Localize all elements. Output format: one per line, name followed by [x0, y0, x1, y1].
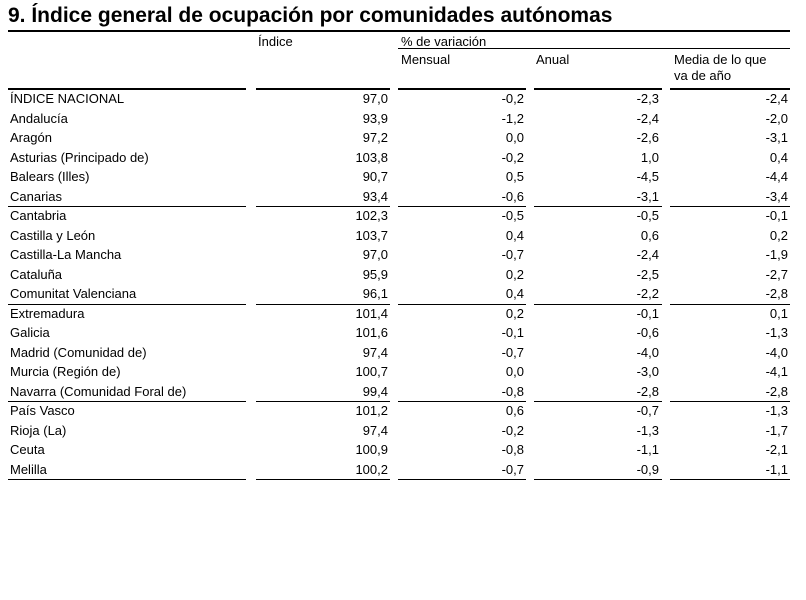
anual-value: -0,5 [636, 208, 659, 223]
group-divider [398, 206, 526, 207]
media-value: -4,4 [765, 169, 788, 184]
anual-value: -4,0 [636, 344, 659, 360]
header-indice: Índice [258, 34, 293, 49]
region-name: País Vasco [10, 403, 75, 418]
region-name: Extremadura [10, 305, 85, 321]
indice-value: 99,4 [362, 383, 388, 399]
table-row [0, 440, 806, 460]
group-divider [398, 479, 526, 480]
group-divider [256, 479, 390, 480]
table-row [0, 148, 806, 168]
mensual-value: -0,6 [501, 188, 524, 204]
region-name: Ceuta [10, 442, 45, 457]
region-name: ÍNDICE NACIONAL [10, 91, 125, 106]
group-divider [670, 479, 790, 480]
indice-value: 100,7 [355, 364, 388, 379]
anual-value: -3,0 [636, 364, 659, 379]
group-divider [8, 401, 246, 402]
anual-value: -2,2 [636, 286, 659, 301]
table-row [0, 226, 806, 246]
media-value: -2,8 [765, 383, 788, 399]
region-name: Castilla y León [10, 227, 96, 243]
anual-value: -4,5 [636, 169, 659, 184]
anual-value: -2,8 [636, 383, 659, 399]
page-title: 9. Índice general de ocupación por comunidades autónomas [8, 4, 613, 27]
mensual-value: -0,5 [501, 208, 524, 223]
mensual-value: -0,8 [501, 442, 524, 457]
table-row [0, 284, 806, 304]
mensual-value: -0,7 [501, 461, 524, 477]
group-divider [534, 304, 662, 305]
region-name: Madrid (Comunidad de) [10, 344, 147, 360]
indice-value: 93,4 [362, 188, 388, 204]
region-name: Canarias [10, 188, 63, 204]
indice-value: 97,0 [362, 91, 388, 106]
table-row [0, 304, 806, 324]
media-value: 0,2 [769, 227, 788, 243]
group-divider [256, 304, 390, 305]
title-rule [8, 30, 790, 32]
anual-value: -2,6 [636, 130, 659, 145]
region-name: Melilla [10, 461, 47, 477]
media-value: -1,3 [765, 325, 788, 340]
region-name: Cataluña [10, 266, 63, 282]
media-value: -2,1 [765, 442, 788, 457]
indice-value: 100,9 [355, 442, 388, 457]
table-row [0, 187, 806, 207]
media-value: -4,1 [765, 364, 788, 379]
media-value: -2,7 [765, 266, 788, 282]
indice-value: 101,6 [355, 325, 388, 340]
region-name: Asturias (Principado de) [10, 149, 149, 165]
anual-value: -3,1 [636, 188, 659, 204]
media-value: -1,1 [765, 461, 788, 477]
indice-value: 95,9 [362, 266, 388, 282]
indice-value: 101,4 [355, 305, 388, 321]
table-row [0, 460, 806, 480]
mensual-value: -0,8 [501, 383, 524, 399]
indice-value: 97,4 [362, 344, 388, 360]
table-row [0, 343, 806, 363]
anual-value: -0,9 [636, 461, 659, 477]
group-divider [398, 304, 526, 305]
mensual-value: -1,2 [501, 110, 524, 126]
media-value: -1,7 [765, 422, 788, 438]
region-name: Galicia [10, 325, 50, 340]
media-value: 0,4 [769, 149, 788, 165]
media-value: -3,4 [765, 188, 788, 204]
indice-value: 90,7 [362, 169, 388, 184]
region-name: Castilla-La Mancha [10, 247, 122, 262]
region-name: Rioja (La) [10, 422, 67, 438]
table-row [0, 362, 806, 382]
indice-value: 93,9 [362, 110, 388, 126]
table-row [0, 265, 806, 285]
media-value: -2,8 [765, 286, 788, 301]
group-divider [534, 401, 662, 402]
anual-value: -2,4 [636, 110, 659, 126]
mensual-value: 0,0 [505, 130, 524, 145]
group-divider [670, 401, 790, 402]
table-row [0, 128, 806, 148]
region-name: Balears (Illes) [10, 169, 90, 184]
anual-value: -2,5 [636, 266, 659, 282]
group-divider [256, 206, 390, 207]
table-row [0, 167, 806, 187]
anual-value: 1,0 [640, 149, 659, 165]
region-name: Aragón [10, 130, 52, 145]
anual-value: -0,6 [636, 325, 659, 340]
anual-value: -1,1 [636, 442, 659, 457]
mensual-value: -0,2 [501, 149, 524, 165]
media-value: -3,1 [765, 130, 788, 145]
anual-value: 0,6 [640, 227, 659, 243]
indice-value: 100,2 [355, 461, 388, 477]
media-value: -2,4 [765, 91, 788, 106]
table-row [0, 323, 806, 343]
header-media-line2: va de año [674, 68, 732, 83]
mensual-value: 0,6 [505, 403, 524, 418]
media-value: -1,9 [765, 247, 788, 262]
mensual-value: 0,2 [505, 305, 524, 321]
mensual-value: -0,1 [501, 325, 524, 340]
media-value: -0,1 [765, 208, 788, 223]
anual-value: -0,1 [636, 305, 659, 321]
indice-value: 103,7 [355, 227, 388, 243]
table-row [0, 206, 806, 226]
header-mensual: Mensual [401, 52, 451, 67]
table-row [0, 421, 806, 441]
mensual-value: -0,2 [501, 422, 524, 438]
mensual-value: 0,4 [505, 227, 524, 243]
group-divider [8, 479, 246, 480]
group-divider [534, 206, 662, 207]
indice-value: 97,0 [362, 247, 388, 262]
mensual-value: -0,7 [501, 247, 524, 262]
header-variacion: % de variación [401, 34, 487, 49]
table-row-total [0, 89, 806, 109]
group-divider [534, 479, 662, 480]
table-row [0, 109, 806, 129]
region-name: Cantabria [10, 208, 67, 223]
variacion-rule [398, 48, 790, 49]
anual-value: -0,7 [636, 403, 659, 418]
indice-value: 103,8 [355, 149, 388, 165]
mensual-value: 0,4 [505, 286, 524, 301]
indice-value: 97,4 [362, 422, 388, 438]
indice-value: 96,1 [362, 286, 388, 301]
indice-value: 102,3 [355, 208, 388, 223]
anual-value: -1,3 [636, 422, 659, 438]
anual-value: -2,3 [636, 91, 659, 106]
table-row [0, 245, 806, 265]
region-name: Comunitat Valenciana [10, 286, 137, 301]
header-media-line1: Media de lo que [674, 52, 767, 67]
table-row [0, 382, 806, 402]
mensual-value: 0,0 [505, 364, 524, 379]
mensual-value: -0,2 [501, 91, 524, 106]
indice-value: 101,2 [355, 403, 388, 418]
group-divider [670, 304, 790, 305]
table-row [0, 401, 806, 421]
media-value: -4,0 [765, 344, 788, 360]
media-value: -1,3 [765, 403, 788, 418]
mensual-value: 0,5 [505, 169, 524, 184]
group-divider [8, 304, 246, 305]
region-name: Murcia (Región de) [10, 364, 121, 379]
group-divider [398, 401, 526, 402]
anual-value: -2,4 [636, 247, 659, 262]
group-divider [8, 206, 246, 207]
media-value: -2,0 [765, 110, 788, 126]
group-divider [256, 401, 390, 402]
indice-value: 97,2 [362, 130, 388, 145]
media-value: 0,1 [769, 305, 788, 321]
region-name: Andalucía [10, 110, 68, 126]
group-divider [670, 206, 790, 207]
mensual-value: -0,7 [501, 344, 524, 360]
header-anual: Anual [536, 52, 570, 67]
region-name: Navarra (Comunidad Foral de) [10, 383, 187, 399]
mensual-value: 0,2 [505, 266, 524, 282]
